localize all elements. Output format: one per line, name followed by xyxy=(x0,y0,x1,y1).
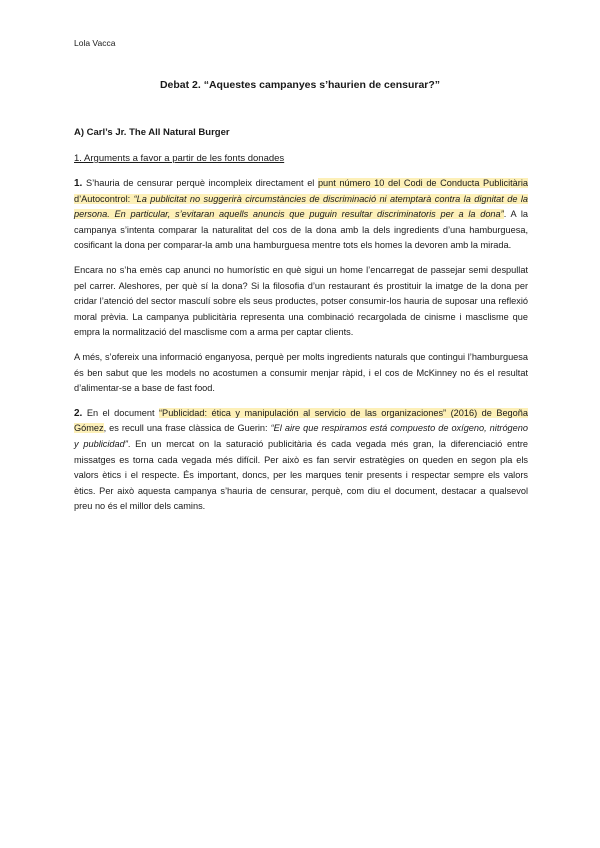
paragraph-3: A més, s’ofereix una informació enganyosa, perquè per molts ingredients naturals que contingui l’hamburguesa és ben sabut que les models no acostumen a consumir menjar ràpid, i el cos de McKinney no és el resultat d’alimentar-se a base de fast food. xyxy=(74,351,528,394)
paragraph-text: . A la campanya s’intenta comparar la naturalitat del cos de la dona amb la dels ingredients d’una hamburguesa, cosificant la dona per comparar-la amb una hamburguesa mentre tots els homes la devoren amb la mirada. xyxy=(74,209,528,251)
paragraph-1 xyxy=(74,176,528,254)
paragraph-text: En el document xyxy=(82,407,159,418)
author-name: Lola Vacca xyxy=(74,38,116,48)
quote: “El aire que respiramos está compuesto de oxígeno, nitrógeno y publicidad” xyxy=(74,423,528,449)
highlighted-quote: “La publicitat no suggerirà circumstàncies de discriminació ni atemptarà contra la dignitat de la persona. En particular, s’evitaran aquells anuncis que puguin resultar discriminatoris per a la dona” xyxy=(74,193,528,220)
document-body xyxy=(74,176,528,524)
paragraph-4 xyxy=(74,406,528,515)
subsection-heading: 1. Arguments a favor a partir de les fonts donades xyxy=(74,153,285,164)
paragraph-text: . En un mercat on la saturació publicitària és cada vegada més gran, la diferenciació entre missatges es torna cada vegada més difícil. Per això es fan servir estratègies on queden en segon pla els valors ètics i el respecte. És important, doncs, per les marques tenir presents i respectar sempre els valors ètics. Per això aquesta campanya s’hauria de censurar, perquè, com diu el document, destacar a qualsevol preu no és el millor dels camins. xyxy=(74,438,528,512)
paragraph-text: S’hauria de censurar perquè incompleix directament el xyxy=(82,178,318,188)
highlighted-text: punt número 10 del Codi de Conducta Publicitària d’Autocontrol: xyxy=(74,178,528,204)
point-number: 2. xyxy=(74,407,83,419)
point-number: 1. xyxy=(74,178,83,189)
paragraph-2: Encara no s’ha emès cap anunci no humorístic en què sigui un home l’encarregat de passejar semi despullat pel carrer. Aleshores, per què sí la dona? Si la filosofia d’un restaurant és prostituir la imatge de la dona per cridar l’atenció del sector masculí sobre els seus productes, potser consumir-los hauria de suposar una reflexió moral prèvia. La campanya publicitària representa una combinació recargolada de cinisme i masclisme que empra la normalització del masclisme com a arma per captar clients. xyxy=(74,264,528,338)
highlighted-source: “Publicidad: ética y manipulación al servicio de las organizaciones” (2016) de Begoña Gómez xyxy=(74,407,528,434)
document-title: Debat 2. “Aquestes campanyes s’haurien de censurar?” xyxy=(159,79,441,91)
section-heading: A) Carl’s Jr. The All Natural Burger xyxy=(74,127,230,138)
paragraph-text: , es recull una frase clàssica de Guerin: xyxy=(103,423,271,434)
